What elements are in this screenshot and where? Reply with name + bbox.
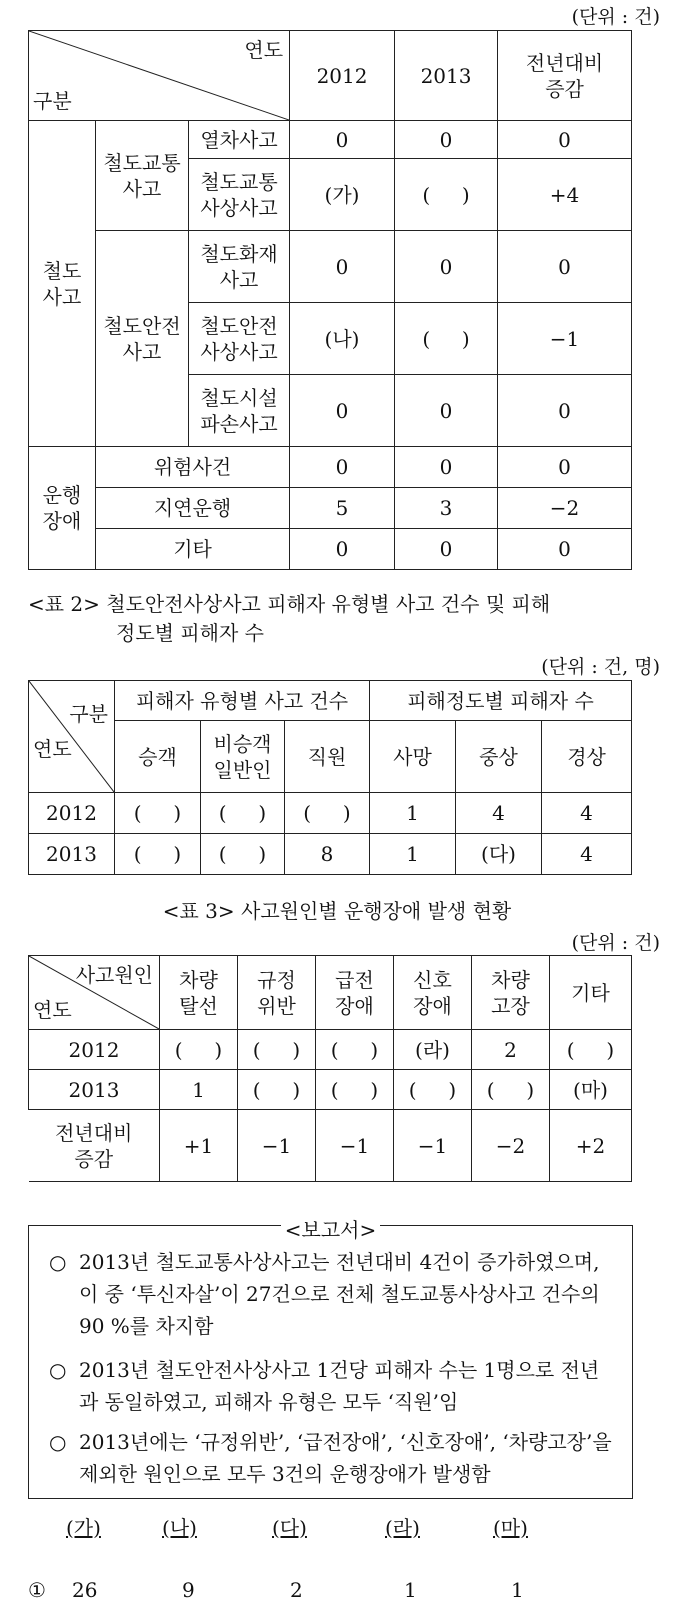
table2-diagonal-header	[29, 681, 115, 793]
table2-unit: (단위 : 건, 명)	[541, 656, 660, 678]
table1-header-2012: 2012	[290, 31, 395, 121]
table1-group-operation: 운행 장애	[29, 447, 96, 570]
table1-cell: ( )	[395, 303, 498, 375]
table3	[28, 955, 632, 1182]
table1-cell: 0	[498, 529, 632, 570]
answer-header-ma: (마)	[493, 1516, 528, 1540]
table3-row-year: 2013	[29, 1070, 160, 1110]
report-item	[49, 1354, 618, 1418]
table1-cell: 3	[395, 488, 498, 529]
report-item-text: 2013년에는 ‘규정위반’, ‘급전장애’, ‘신호장애’, ‘차량고장’을 제외한 원인으로 모두 3건의 운행장애가 발생함	[79, 1430, 612, 1486]
table3-col-header: 차량 탈선	[160, 956, 238, 1030]
table1-header-diff: 전년대비 증감	[498, 31, 632, 121]
table2-col-header: 경상	[542, 721, 632, 793]
table2-col-header: 직원	[285, 721, 370, 793]
table1-row-label: 철도교통 사상사고	[189, 159, 290, 231]
table1-header-category-label: 구분	[33, 89, 72, 113]
table1-cell: 0	[498, 231, 632, 303]
table1-cell: 0	[290, 121, 395, 159]
table2-cell: ( )	[201, 834, 285, 875]
table2-cell: ( )	[285, 793, 370, 834]
table3-cell: −1	[238, 1110, 316, 1182]
bullet-circle-icon: ○	[49, 1430, 67, 1454]
table1-row-label: 철도화재 사고	[189, 231, 290, 303]
table3-cell: ( )	[160, 1030, 238, 1070]
bullet-circle-icon: ○	[49, 1250, 67, 1274]
answer-header-ra: (라)	[385, 1516, 420, 1540]
table2-cell: 1	[370, 834, 456, 875]
table1-cell: 0	[290, 375, 395, 447]
table2-cell: 1	[370, 793, 456, 834]
table1-cell: 5	[290, 488, 395, 529]
table2-cell: 4	[456, 793, 542, 834]
table1-cell: +4	[498, 159, 632, 231]
table3-diagonal-header	[29, 956, 160, 1030]
report-item-text: 2013년 철도교통사상사고는 전년대비 4건이 증가하였으며, 이 중 ‘투신자살’이 27건으로 전체 철도교통사상사고 건수의 90 %를 차지함	[79, 1250, 600, 1338]
table3-unit: (단위 : 건)	[571, 932, 660, 954]
table1-row-label: 철도시설 파손사고	[189, 375, 290, 447]
table2-cell: ( )	[201, 793, 285, 834]
report-item	[49, 1246, 618, 1342]
table2-cell: 8	[285, 834, 370, 875]
table1-cell: −2	[498, 488, 632, 529]
table1-diagonal-header	[29, 31, 290, 121]
table3-col-header: 급전 장애	[316, 956, 394, 1030]
report-item	[49, 1426, 618, 1490]
table1-row-label: 철도안전 사상사고	[189, 303, 290, 375]
table1-cell: 0	[290, 447, 395, 488]
table1-cell: 0	[498, 375, 632, 447]
table2-caption	[28, 590, 640, 648]
table3-cell: +2	[550, 1110, 632, 1182]
table2-header-category: 구분	[69, 702, 108, 726]
table2-cell: (다)	[456, 834, 542, 875]
table2-group-damage: 피해정도별 피해자 수	[370, 681, 632, 721]
table2-col-header: 비승객 일반인	[201, 721, 285, 793]
table1-cell: 0	[290, 529, 395, 570]
table1	[28, 30, 632, 570]
table3-cell: +1	[160, 1110, 238, 1182]
table3-cell: −1	[316, 1110, 394, 1182]
table1-cell: (가)	[290, 159, 395, 231]
table2-cell: 4	[542, 834, 632, 875]
report-item-text: 2013년 철도안전사상사고 1건당 피해자 수는 1명으로 전년과 동일하였고, 피해자 유형은 모두 ‘직원’임	[79, 1358, 600, 1414]
bullet-circle-icon: ○	[49, 1358, 67, 1382]
answer-option-value: 26	[72, 1578, 98, 1602]
answer-option-value: 2	[290, 1578, 303, 1602]
answer-option-value: 1	[404, 1578, 417, 1602]
table1-cell: 0	[395, 529, 498, 570]
table1-row-label: 위험사건	[96, 447, 290, 488]
table1-cell: 0	[395, 375, 498, 447]
table3-cell: ( )	[238, 1030, 316, 1070]
table3-caption: <표 3> 사고원인별 운행장애 발생 현황	[162, 899, 512, 923]
table1-cell: (나)	[290, 303, 395, 375]
table3-cell: ( )	[238, 1070, 316, 1110]
answer-header-na: (나)	[162, 1516, 197, 1540]
table2-row-year: 2012	[29, 793, 115, 834]
table1-cell: 0	[290, 231, 395, 303]
table1-cell: 0	[395, 121, 498, 159]
answer-option-number[interactable]: ①	[28, 1578, 46, 1602]
table3-cell: (마)	[550, 1070, 632, 1110]
table2-cell: ( )	[115, 793, 201, 834]
table1-cell: 0	[395, 231, 498, 303]
table1-cell: 0	[498, 121, 632, 159]
table1-header-2013: 2013	[395, 31, 498, 121]
table2-row-year: 2013	[29, 834, 115, 875]
table2-cell: ( )	[115, 834, 201, 875]
table3-cell: ( )	[394, 1070, 472, 1110]
answer-option-value: 9	[182, 1578, 195, 1602]
table1-group-safety: 철도안전 사고	[96, 231, 189, 447]
table3-col-header: 기타	[550, 956, 632, 1030]
table1-cell: −1	[498, 303, 632, 375]
table1-row-label: 열차사고	[189, 121, 290, 159]
table1-cell: 0	[395, 447, 498, 488]
table2-group-victim-type: 피해자 유형별 사고 건수	[115, 681, 370, 721]
table2-col-header: 승객	[115, 721, 201, 793]
table2-caption-line1: <표 2> 철도안전사상사고 피해자 유형별 사고 건수 및 피해	[28, 592, 551, 616]
table1-group-railway: 철도 사고	[29, 121, 96, 447]
table2	[28, 680, 632, 875]
table3-row-diff: 전년대비 증감	[29, 1110, 160, 1182]
table3-col-header: 신호 장애	[394, 956, 472, 1030]
report-box	[28, 1218, 633, 1499]
table3-row-year: 2012	[29, 1030, 160, 1070]
table1-cell: ( )	[395, 159, 498, 231]
table1-header-year-label: 연도	[244, 38, 284, 62]
table3-cell: 2	[472, 1030, 550, 1070]
answer-header-da: (다)	[272, 1516, 307, 1540]
table3-col-header: 규정 위반	[238, 956, 316, 1030]
table3-cell: −2	[472, 1110, 550, 1182]
table3-cell: ( )	[316, 1030, 394, 1070]
report-title: <보고서>	[281, 1218, 380, 1242]
answer-header-ga: (가)	[66, 1516, 101, 1540]
answer-option-value: 1	[511, 1578, 524, 1602]
table2-header-year: 연도	[33, 737, 72, 761]
table3-col-header: 차량 고장	[472, 956, 550, 1030]
table2-col-header: 중상	[456, 721, 542, 793]
report-title-wrap	[29, 1214, 632, 1243]
table1-row-label: 기타	[96, 529, 290, 570]
table1-cell: 0	[498, 447, 632, 488]
table3-cell: −1	[394, 1110, 472, 1182]
table3-cell: (라)	[394, 1030, 472, 1070]
table2-caption-line2: 정도별 피해자 수	[116, 621, 264, 645]
table2-col-header: 사망	[370, 721, 456, 793]
table3-cell: ( )	[550, 1030, 632, 1070]
table2-cell: 4	[542, 793, 632, 834]
table1-row-label: 지연운행	[96, 488, 290, 529]
table3-cell: ( )	[316, 1070, 394, 1110]
table3-cell: ( )	[472, 1070, 550, 1110]
table1-unit: (단위 : 건)	[571, 6, 660, 28]
table3-header-year: 연도	[33, 998, 72, 1022]
table3-cell: 1	[160, 1070, 238, 1110]
table1-group-traffic: 철도교통 사고	[96, 121, 189, 231]
table3-header-cause: 사고원인	[75, 963, 153, 987]
